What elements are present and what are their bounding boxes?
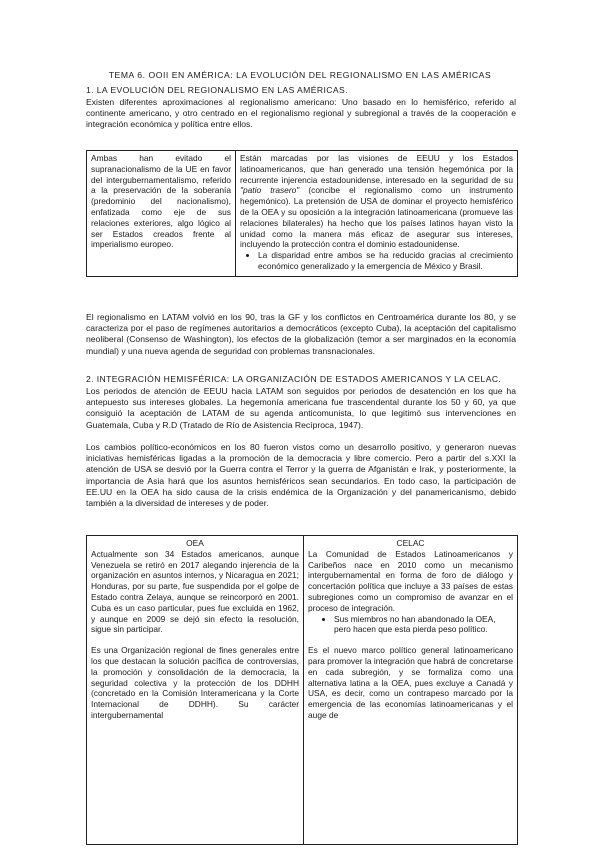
comparison-table-1 (86, 150, 518, 277)
table2-celac-cell (304, 536, 518, 845)
celac-header: CELAC (396, 538, 425, 548)
table1-left-text: Ambas han evitado el supranacionalismo de la UE en favor del intergubernamentalismo, referido a la preservación de la soberanía (predominio del nacionalismo), enfatizada como eje de sus relaciones exteriores, algo lógico al ser Estados creados frente al imperialismo europeo. (91, 153, 231, 250)
table1-bullet: • La disparidad entre ambos se ha reducido gracias al crecimiento económico generalizado y la emergencia de México y Brasil. (258, 250, 513, 272)
table1-right-cell (236, 151, 518, 277)
oea-paragraph-2: Es una Organización regional de fines generales entre los que destacan la solución pacífica de controversias, la promoción y consolidación de la democracia, la seguridad colectiva y la protección de los DDHH (concretado en la Comisión Interamericana y la Corte Internacional de DDHH). Su carácter intergubernamental (91, 645, 299, 720)
table1-right-italic: "patio trasero" (240, 185, 300, 196)
celac-paragraph-1: La Comunidad de Estados Latinoamericanos y Caribeños nace en 2010 como un mecanismo intergubernamental en forma de foro de diálogo y concertación política que incluye a 33 países de estas subregiones como un compromiso de avanzar en el proceso de integración. (308, 548, 513, 613)
table1-left-cell (87, 151, 236, 277)
oea-paragraph-1: Actualmente son 34 Estados americanos, aunque Venezuela se retiró en 2017 alegando injerencia de la organización en asuntos internos, y Nicaragua en 2021; Honduras, por su parte, fue suspendida por el golpe de Estado contra Zelaya, aunque se reincorporó en 2001. Cuba es un caso particular, pues fue excluida en 1962, y aunque en 2009 se dejó sin efecto la resolución, sigue sin participar. (91, 548, 299, 635)
document-title: TEMA 6. OOII EN AMÉRICA: LA EVOLUCIÓN DEL REGIONALISMO EN LAS AMÉRICAS (108, 70, 492, 80)
table2-oea-cell (87, 536, 304, 845)
table1-bullet-list (240, 250, 513, 272)
section-1-para-2: El regionalismo en LATAM volvió en los 90, tras la GF y los conflictos en Centroamérica durante los 80, y se caracteriza por el paso de regímenes autoritarios a democráticos (excepto Cuba), la aceptación del capitalismo neoliberal (Consenso de Washington), los efectos de la globalización (temor a ser marginados en la economía mundial) y una nueva agenda de seguridad con problemas transnacionales. (86, 312, 516, 356)
section-1-heading: 1. LA EVOLUCIÓN DEL REGIONALISMO EN LAS AMÉRICAS. (86, 85, 348, 95)
celac-paragraph-2: Es el nuevo marco político general latinoamericano para promover la integración que habrá de concretarse en cada subregión, y se formaliza como una alternativa latina a la OEA, pues excluye a Canadá y USA, es decir, como un contrapeso marcado por la emergencia de las economías latinoamericanas y el auge de (308, 645, 513, 720)
celac-bullet-list (308, 614, 513, 636)
comparison-table-2 (86, 535, 518, 845)
oea-header: OEA (186, 538, 204, 548)
celac-bullet: • Sus miembros no han abandonado la OEA, pero hacen que esta pierda peso político. (334, 614, 513, 636)
section-2-heading: 2. INTEGRACIÓN HEMISFÉRICA: LA ORGANIZACIÓN DE ESTADOS AMERICANOS Y LA CELAC. (86, 374, 502, 384)
section-1-intro: Existen diferentes aproximaciones al regionalismo americano: Uno basado en lo hemisférico, referido al continente americano, y otro centrado en el regionalismo regional y subregional a través de la cooperación e integración económica y política entre ellos. (86, 97, 516, 130)
table1-right-text-before: Están marcadas por las visiones de EEUU y los Estados latinoamericanos, que han generado una tensión hegemónica por la recurrente injerencia estadounidense, interesado en la seguridad de su (240, 153, 513, 185)
table1-right-text-after: (concibe el regionalismo como un instrumento hegemónico). La pretensión de USA de dominar el proyecto hemisférico de la OEA y su oposición a la integración latinoamericana (promueve las relaciones bilaterales) ha hecho que los países latinos hayan visto la unidad como la manera más eficaz de asegurar sus intereses, incluyendo la protección contra el dominio estadounidense. (240, 185, 514, 250)
section-2-para-2: Los cambios político-económicos en los 80 fueron vistos como un desarrollo positivo, y generaron nuevas iniciativas hemisféricas ligadas a la promoción de la democracia y libre comercio. Pero a partir del s.XXI la atención de USA se desvió por la Guerra contra el Terror y la guerra de Afganistán e Irak, y posteriormente, la importancia de Asia hará que los asuntos hemisféricos sean secundarios. En todo caso, la participación de EE.UU en la OEA ha sido causa de la crisis endémica de la Organización y del panamericanismo, debido también a la diversidad de intereses y de poder. (86, 442, 516, 509)
section-2-para-1: Los periodos de atención de EEUU hacia LATAM son seguidos por periodos de desatención en los que ha antepuesto sus intereses globales. La hegemonía americana fue trascendental durante los 50 y 60, ya que consiguió la aceptación de LATAM de su agenda anticomunista, lo que legitimó sus intervenciones en Guatemala, Cuba y R.D (Tratado de Río de Asistencia Recíproca, 1947). (86, 386, 516, 430)
